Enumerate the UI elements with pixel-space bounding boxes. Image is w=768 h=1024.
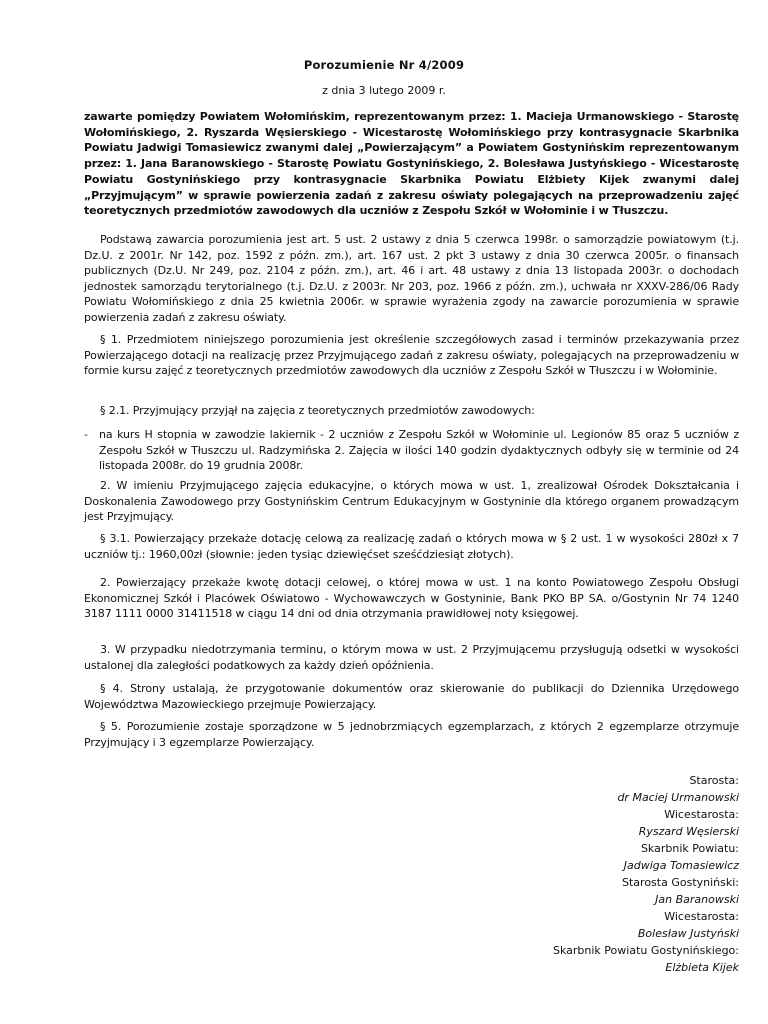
signature-block <box>339 772 739 976</box>
signature-name: Ryszard Węsierski <box>638 825 739 838</box>
paragraph-section-1: § 1. Przedmiotem niniejszego porozumienia jest określenie szczegółowych zasad i terminów przekazywania przez Powierzającego dotacji na realizację przez Przyjmującego zadań z zakresu oświaty, polegających na przeprowadzeniu w formie kursu zajęć z teoretycznych przedmiotów zawodowych dla uczniów z Zespołu Szkół w Tłuszczu i w Wołominie. <box>84 333 739 378</box>
paragraph-section-5: § 5. Porozumienie zostaje sporządzone w 5 jednobrzmiących egzemplarzach, z których 2 egzemplarze otrzymuje Przyjmujący i 3 egzemplarze Powierzający. <box>84 720 739 749</box>
signature-name: dr Maciej Urmanowski <box>617 791 739 804</box>
signature-name: Elżbieta Kijek <box>665 961 739 974</box>
document-title: Porozumienie Nr 4/2009 <box>303 58 465 72</box>
paragraph-section-3-1: § 3.1. Powierzający przekaże dotację celową za realizację zadań o których mowa w § 2 ust. 1 w wysokości 280zł x 7 uczniów tj.: 1960,00zł (słownie: jeden tysiąc dziewięćset sześćdziesiąt złotych). <box>84 532 739 561</box>
paragraph-section-4: § 4. Strony ustalają, że przygotowanie dokumentów oraz skierowanie do publikacji do Dziennika Urzędowego Województwa Mazowieckiego przejmuje Powierzający. <box>84 682 739 711</box>
paragraph-legal-basis: Podstawą zawarcia porozumienia jest art. 5 ust. 2 ustawy z dnia 5 czerwca 1998r. o samorządzie powiatowym (t.j. Dz.U. z 2001r. Nr 142, poz. 1592 z późn. zm.), art. 167 ust. 2 pkt 3 ustawy z dnia 30 czerwca 2005r. o finansach publicznych (Dz.U. Nr 249, poz. 2104 z późn. zm.), art. 46 i art. 48 ustawy z dnia 13 listopada 2003r. o dochodach jednostek samorządu terytorialnego (t.j. Dz.U. z 2003r. Nr 203, poz. 1966 z późn. zm.), uchwała nr XXXV-286/06 Rady Powiatu Wołomińskiego z dnia 25 kwietnia 2006r. w sprawie wyrażenia zgody na zawarcie porozumienia w sprawie powierzenia zadań z zakresu oświaty. <box>84 233 739 324</box>
paragraph-section-3-2: 2. Powierzający przekaże kwotę dotacji celowej, o której mowa w ust. 1 na konto Powiatowego Zespołu Obsługi Ekonomicznej Szkół i Placówek Oświatowo - Wychowawczych w Gostyninie, Bank PKO BP SA. o/Gostynin Nr 74 1240 3187 1111 0000 31411518 w ciągu 14 dni od dnia otrzymania prawidłowej noty księgowej. <box>84 576 739 621</box>
paragraph-section-2-2: 2. W imieniu Przyjmującego zajęcia edukacyjne, o których mowa w ust. 1, zrealizował Ośrodek Dokształcania i Doskonalenia Zawodowego przy Gostynińskim Centrum Edukacyjnym w Gostyninie dla którego organem prowadzącym jest Przyjmujący. <box>84 479 739 524</box>
signature-name: Jan Baranowski <box>655 893 739 906</box>
signature-name: Bolesław Justyński <box>637 927 739 940</box>
parties-intro: zawarte pomiędzy Powiatem Wołomińskim, reprezentowanym przez: 1. Macieja Urmanowskiego - Starostę Wołomińskiego, 2. Ryszarda Węsierskiego - Wicestarostę Wołomińskiego przy kontrasygnacie Skarbnika Powiatu Jadwigi Tomasiewicz zwanymi dalej „Powierzającym” a Powiatem Gostynińskim reprezentowanym przez: 1. Jana Baranowskiego - Starostę Powiatu Gostynińskiego, 2. Bolesława Justyńskiego - Wicestarostę Powiatu Gostynińskiego przy kontrasygnacie Skarbnika Powiatu Elżbiety Kijek zwanymi dalej „Przyjmującym” w sprawie powierzenia zadań z zakresu oświaty polegających na przeprowadzeniu zajęć teoretycznych przedmiotów zawodowych dla uczniów z Zespołu Szkół w Wołominie i w Tłuszczu. <box>84 110 739 218</box>
signature-role: Starosta: <box>689 774 739 787</box>
paragraph-section-3-3: 3. W przypadku niedotrzymania terminu, o którym mowa w ust. 2 Przyjmującemu przysługują odsetki w wysokości ustalonej dla zaległości podatkowych za każdy dzień opóźnienia. <box>84 643 739 672</box>
bullet-text: na kurs H stopnia w zawodzie lakiernik - 2 uczniów z Zespołu Szkół w Wołominie ul. Legionów 85 oraz 5 uczniów z Zespołu Szkół w Tłuszczu ul. Radzymińska 2. Zajęcia w ilości 140 godzin dydaktycznych odbyły się w terminie od 24 listopada 2008r. do 19 grudnia 2008r. <box>99 428 739 473</box>
document-date: z dnia 3 lutego 2009 r. <box>322 84 446 97</box>
signature-name: Jadwiga Tomasiewicz <box>623 859 739 872</box>
signature-role: Skarbnik Powiatu: <box>640 842 739 855</box>
signature-role: Skarbnik Powiatu Gostynińskiego: <box>553 944 739 957</box>
signature-role: Starosta Gostyniński: <box>622 876 739 889</box>
signature-role: Wicestarosta: <box>664 910 739 923</box>
list-item <box>84 427 739 474</box>
bullet-dash: - <box>84 428 88 441</box>
paragraph-section-2-1: § 2.1. Przyjmujący przyjął na zajęcia z teoretycznych przedmiotów zawodowych: <box>100 404 535 417</box>
signature-role: Wicestarosta: <box>664 808 739 821</box>
